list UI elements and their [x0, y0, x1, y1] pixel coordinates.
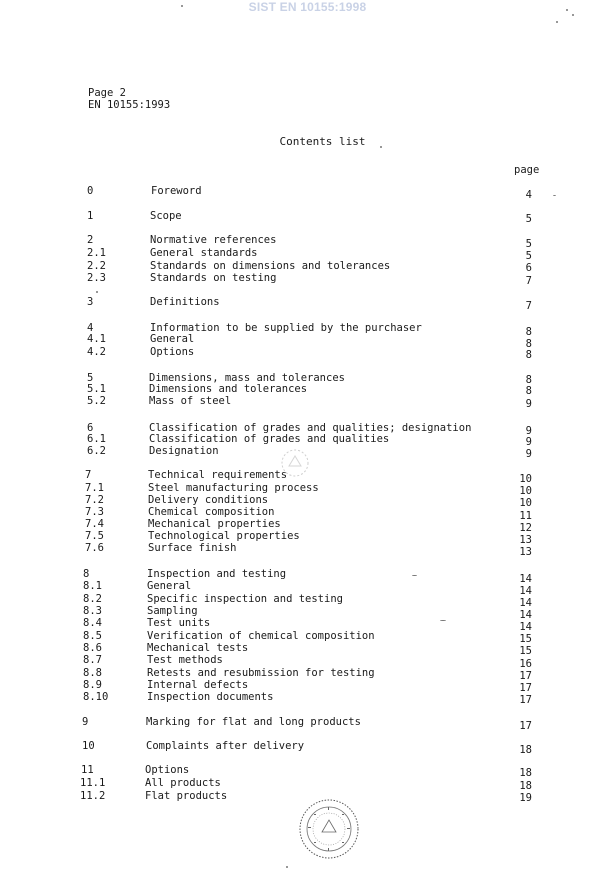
toc-entry-title: Definitions — [150, 296, 220, 308]
toc-entry-page: 8 — [525, 349, 532, 361]
toc-entry-title: Options — [145, 764, 190, 776]
toc-entry-number: 2.1 — [87, 247, 106, 259]
toc-entry-page: 17 — [519, 670, 532, 682]
toc-entry-page: 15 — [519, 633, 532, 645]
toc-entry-number: 3 — [87, 296, 94, 308]
toc-entry-number: 1 — [87, 210, 94, 222]
toc-entry-page: 19 — [519, 792, 532, 804]
toc-entry-number: 8.3 — [83, 605, 102, 617]
toc-entry-title: Standards on testing — [150, 272, 277, 284]
toc-entry-title: Designation — [149, 445, 219, 457]
toc-entry-number: 11 — [81, 764, 94, 776]
toc-entry-page: 14 — [519, 609, 532, 621]
toc-entry-page: 14 — [519, 621, 532, 633]
faint-stamp-graphic — [280, 448, 310, 478]
toc-entry-number: 8.2 — [83, 593, 102, 605]
toc-entry — [0, 210, 615, 223]
toc-entry — [0, 764, 615, 777]
toc-entry-title: Flat products — [145, 790, 228, 802]
toc-entry-page: 13 — [519, 534, 532, 546]
seal-graphic — [298, 798, 360, 860]
toc-entry-page: 5 — [525, 238, 532, 250]
toc-entry — [0, 654, 615, 670]
toc-entry-page: 9 — [525, 425, 532, 437]
toc-entry-title: Inspection and testing — [147, 568, 287, 580]
toc-entry-number: 7.3 — [85, 506, 104, 518]
toc-entry — [0, 346, 615, 359]
toc-entry-number: 2.3 — [87, 272, 106, 284]
page-column-label: page — [514, 164, 540, 176]
scan-speck — [553, 195, 556, 196]
toc-entry — [0, 395, 615, 408]
toc-entry-number: 8.4 — [83, 617, 102, 629]
toc-entry-title: Marking for flat and long products — [146, 716, 361, 728]
toc-entry-number: 7.6 — [85, 542, 104, 554]
scan-speck — [380, 146, 382, 148]
toc-entry-title: Classification of grades and qualities; designation — [149, 422, 472, 434]
toc-entry-number: 8.5 — [83, 630, 102, 642]
toc-entry — [0, 617, 615, 633]
toc-entry-number: 6.1 — [87, 433, 106, 445]
scan-speck — [286, 866, 288, 868]
toc-entry-title: Chemical composition — [148, 506, 275, 518]
toc-entry-title: Normative references — [150, 234, 277, 246]
toc-entry-page: 14 — [519, 597, 532, 609]
toc-entry-title: Standards on dimensions and tolerances — [150, 260, 391, 272]
toc-entry-number: 6.2 — [87, 445, 106, 457]
toc-entry-page: 5 — [525, 250, 532, 262]
toc-entry-title: Test methods — [147, 654, 223, 666]
scan-speck — [181, 5, 183, 7]
toc-entry-page: 6 — [525, 262, 532, 274]
toc-entry-page: 18 — [519, 767, 532, 779]
toc-entry-title: Dimensions, mass and tolerances — [149, 372, 345, 384]
toc-entry-page: 14 — [519, 585, 532, 597]
toc-entry-number: 8.1 — [83, 580, 102, 592]
toc-entry — [0, 740, 615, 756]
toc-entry-page: 17 — [519, 682, 532, 694]
toc-entry-page: 8 — [525, 326, 532, 338]
toc-entry-title: Classification of grades and qualities — [149, 433, 390, 445]
toc-entry — [0, 247, 615, 260]
toc-entry-page: 10 — [519, 497, 532, 509]
toc-entry-title: Specific inspection and testing — [147, 593, 343, 605]
toc-entry-page: 16 — [519, 658, 532, 670]
toc-entry-number: 7 — [85, 469, 92, 481]
toc-entry-number: 5 — [87, 372, 94, 384]
toc-entry — [0, 716, 615, 732]
toc-entry-title: Steel manufacturing process — [148, 482, 319, 494]
toc-entry-number: 8.10 — [83, 691, 109, 703]
toc-entry — [0, 580, 615, 597]
toc-entry-title: Scope — [150, 210, 182, 222]
toc-entry-number: 7.1 — [85, 482, 104, 494]
toc-entry-page: 11 — [519, 510, 532, 522]
toc-entry-title: General standards — [150, 247, 258, 259]
toc-entry-number: 7.2 — [85, 494, 104, 506]
toc-entry-page: 9 — [525, 436, 532, 448]
toc-entry-page: 10 — [519, 485, 532, 497]
toc-entry-page: 10 — [519, 473, 532, 485]
toc-entry-title: Surface finish — [148, 542, 237, 554]
toc-entry-title: Complaints after delivery — [146, 740, 305, 752]
toc-entry-number: 8.9 — [83, 679, 102, 691]
toc-entry-number: 5.2 — [87, 395, 106, 407]
toc-entry-title: General — [150, 333, 195, 345]
toc-entry-number: 8.6 — [83, 642, 102, 654]
scan-speck — [572, 14, 574, 16]
toc-entry-number: 8 — [83, 568, 90, 580]
toc-entry — [0, 272, 615, 285]
scan-speck — [96, 291, 98, 293]
toc-entry-title: Mechanical properties — [148, 518, 281, 530]
toc-entry-title: Inspection documents — [147, 691, 274, 703]
scan-speck — [556, 21, 558, 23]
toc-entry-number: 8.8 — [83, 667, 102, 679]
page-number-header: Page 2 — [88, 87, 126, 99]
toc-entry-title: Information to be supplied by the purchaser — [150, 322, 422, 334]
toc-entry-title: Delivery conditions — [148, 494, 269, 506]
toc-entry-title: Technological properties — [148, 530, 300, 542]
toc-entry-number: 4.1 — [87, 333, 106, 345]
toc-entry-title: Verification of chemical composition — [147, 630, 375, 642]
toc-entry — [0, 296, 615, 312]
toc-entry-page: 8 — [525, 338, 532, 350]
toc-entry-number: 11.2 — [80, 790, 106, 802]
toc-entry-page: 17 — [519, 694, 532, 706]
toc-entry-title: Test units — [147, 617, 211, 629]
watermark: SIST EN 10155:1998 — [248, 0, 367, 14]
scan-speck — [440, 620, 446, 621]
toc-entry — [0, 777, 615, 790]
toc-entry-number: 4.2 — [87, 346, 106, 358]
toc-entry-number: 4 — [87, 322, 94, 334]
contents-title: Contents list — [279, 135, 366, 148]
toc-entry — [0, 333, 615, 350]
toc-entry-number: 7.4 — [85, 518, 104, 530]
toc-entry-number: 8.7 — [83, 654, 102, 666]
faint-stamp-mark — [280, 448, 310, 478]
toc-entry-number: 6 — [87, 422, 94, 434]
toc-entry-title: Mechanical tests — [147, 642, 249, 654]
scan-speck — [566, 9, 568, 11]
toc-entry-number: 5.1 — [87, 383, 106, 395]
toc-entry-title: Foreword — [151, 185, 202, 197]
toc-entry-page: 18 — [519, 780, 532, 792]
toc-entry-title: All products — [145, 777, 221, 789]
toc-entry-page: 9 — [525, 398, 532, 410]
toc-entry-number: 2.2 — [87, 260, 106, 272]
toc-entry-page: 18 — [519, 744, 532, 756]
official-seal — [298, 798, 360, 860]
toc-entry-page: 13 — [519, 546, 532, 558]
scan-speck — [412, 575, 417, 576]
toc-entry — [0, 691, 615, 704]
toc-entry-page: 8 — [525, 385, 532, 397]
toc-entry-title: Retests and resubmission for testing — [147, 667, 375, 679]
toc-entry-title: Technical requirements — [148, 469, 288, 481]
toc-entry-number: 2 — [87, 234, 94, 246]
toc-entry — [0, 234, 615, 250]
toc-entry-title: Sampling — [147, 605, 198, 617]
toc-entry-number: 7.5 — [85, 530, 104, 542]
toc-entry-page: 7 — [525, 275, 532, 287]
toc-entry-page: 12 — [519, 522, 532, 534]
toc-entry-page: 5 — [525, 213, 532, 225]
toc-entry-number: 11.1 — [80, 777, 106, 789]
toc-entry-page: 7 — [525, 300, 532, 312]
toc-entry-title: Dimensions and tolerances — [149, 383, 308, 395]
toc-entry-page: 8 — [525, 374, 532, 386]
toc-entry-page: 15 — [519, 645, 532, 657]
toc-entry-page: 9 — [525, 448, 532, 460]
toc-entry-number: 10 — [82, 740, 95, 752]
toc-entry-page: 17 — [519, 720, 532, 732]
toc-entry-page: 14 — [519, 573, 532, 585]
toc-entry-title: Mass of steel — [149, 395, 232, 407]
toc-entry-number: 9 — [82, 716, 89, 728]
toc-entry — [0, 185, 615, 201]
toc-entry — [0, 542, 615, 558]
standard-number-header: EN 10155:1993 — [88, 99, 171, 111]
toc-entry-page: 4 — [525, 189, 532, 201]
toc-entry-title: General — [147, 580, 192, 592]
toc-entry-title: Internal defects — [147, 679, 249, 691]
toc-entry-number: 0 — [87, 185, 94, 197]
toc-entry-title: Options — [150, 346, 195, 358]
